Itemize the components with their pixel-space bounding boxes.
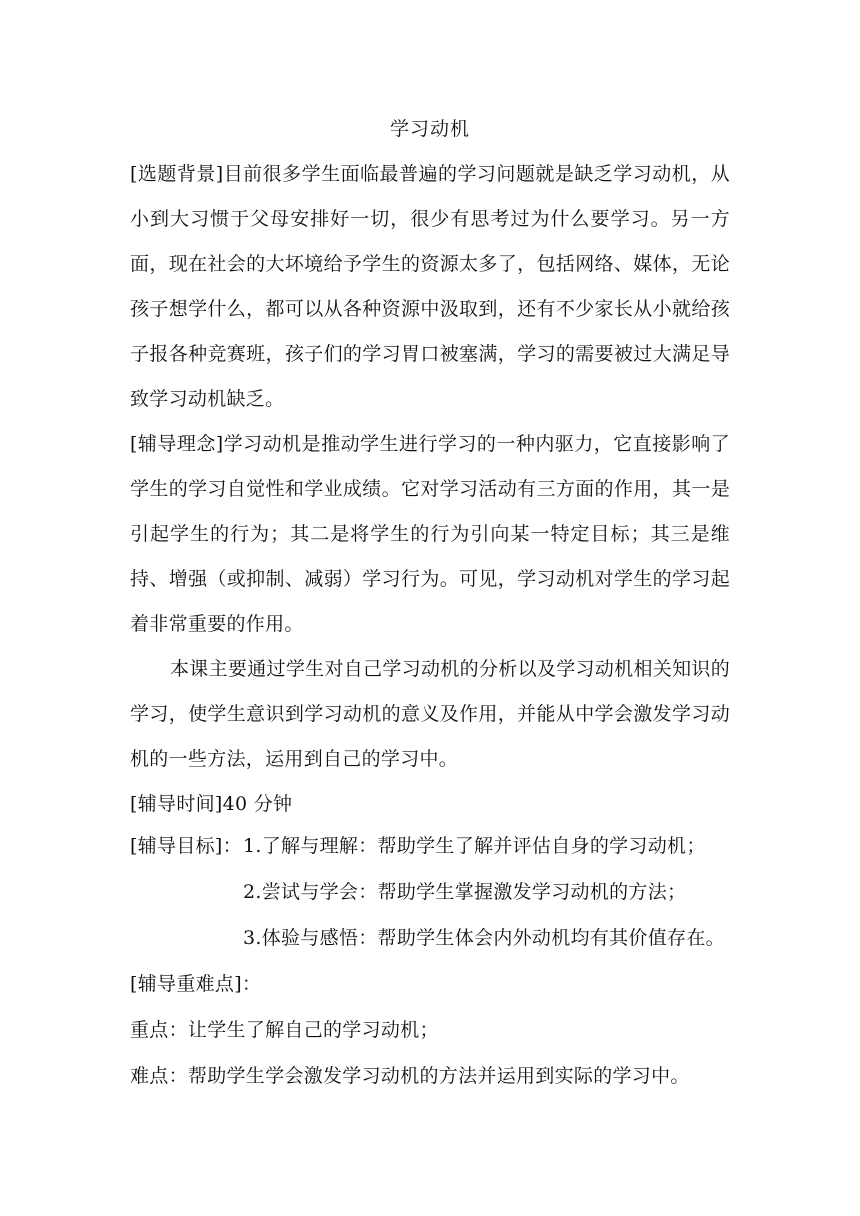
background-paragraph: [选题背景]目前很多学生面临最普遍的学习问题就是缺乏学习动机，从小到大习惯于父母安排好一切，很少有思考过为什么要学习。另一方面，现在社会的大坏境给予学生的资源太多了，包括网络、媒体，无论孩子想学什么，都可以从各种资源中汲取到，还有不少家长从小就给孩子报各种竞赛班，孩子们的学习胃口被塞满，学习的需要被过大满足导致学习动机缺乏。 xyxy=(130,163,730,410)
concept-paragraph: [辅导理念]学习动机是推动学生进行学习的一种内驱力，它直接影响了学生的学习自觉性和学业成绩。它对学习活动有三方面的作用，其一是引起学生的行为；其二是将学生的行为引向某一特定目标；其三是维持、增强（或抑制、减弱）学习行为。可见，学习动机对学生的学习起着非常重要的作用。 xyxy=(130,433,730,635)
goal-item-3: 3.体验与感悟：帮助学生体会内外动机均有其价值存在。 xyxy=(243,927,725,949)
key-point-line: 重点：让学生了解自己的学习动机； xyxy=(130,1019,439,1041)
goals-label: [辅导目标]： xyxy=(130,835,242,857)
course-paragraph: 本课主要通过学生对自己学习动机的分析以及学习动机相关知识的学习，使学生意识到学习动机的意义及作用，并能从中学会激发学习动机的一些方法，运用到自己的学习中。 xyxy=(130,658,730,770)
goal-item-1: 1.了解与理解：帮助学生了解并评估自身的学习动机； xyxy=(243,835,706,857)
difficult-point-line: 难点：帮助学生学会激发学习动机的方法并运用到实际的学习中。 xyxy=(130,1065,690,1087)
difficulty-label: [辅导重难点]： xyxy=(130,973,262,995)
document-title: 学习动机 xyxy=(389,118,470,140)
goal-item-2: 2.尝试与学会：帮助学生掌握激发学习动机的方法； xyxy=(243,881,687,903)
time-line: [辅导时间]40 分钟 xyxy=(130,793,293,815)
